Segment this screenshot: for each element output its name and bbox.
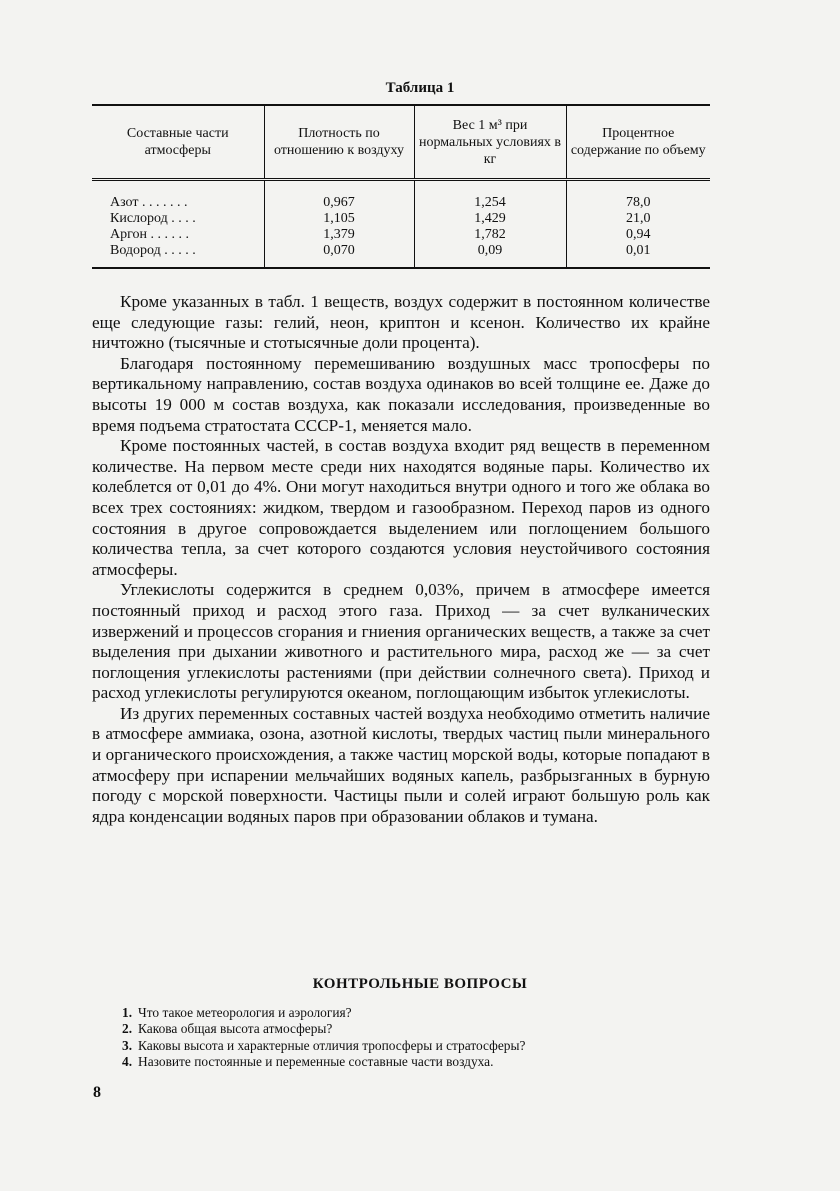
table-row: [92, 180, 710, 212]
question-number: 2.: [122, 1021, 133, 1037]
cell-percent: 0,01: [566, 243, 710, 268]
cell-name: Азот . . . . . . .: [110, 195, 188, 210]
cell-weight: 0,09: [414, 243, 566, 268]
question-text: Что такое метеорология и аэрология?: [138, 1005, 352, 1020]
cell-weight: 1,429: [414, 211, 566, 227]
question-text: Назовите постоянные и переменные составные части воздуха.: [138, 1054, 494, 1070]
question-number: 1.: [122, 1005, 133, 1020]
cell-percent: 21,0: [566, 211, 710, 227]
body-text: [92, 292, 710, 827]
question-item: [122, 1005, 722, 1021]
question-item: [122, 1038, 722, 1054]
table-title: Таблица 1: [385, 80, 455, 96]
atmosphere-composition-table: [92, 104, 710, 269]
cell-weight: 1,782: [414, 227, 566, 243]
cell-name: Кислород . . . .: [110, 211, 196, 226]
cell-density: 1,379: [264, 227, 414, 243]
questions-heading: КОНТРОЛЬНЫЕ ВОПРОСЫ: [312, 976, 528, 992]
paragraph: Кроме указанных в табл. 1 веществ, воздух содержит в постоянном количестве еще следующие газы: гелий, неон, криптон и ксенон. Количество их крайне ничтожно (тысячные и стотысячные доли процента).: [92, 292, 710, 353]
question-item: [122, 1021, 722, 1037]
cell-percent: 0,94: [566, 227, 710, 243]
cell-percent: 78,0: [566, 180, 710, 212]
questions-list: [122, 1005, 722, 1071]
question-text: Какова общая высота атмосферы?: [138, 1021, 333, 1037]
paragraph: Кроме постоянных частей, в состав воздуха входит ряд веществ в переменном количестве. На первом месте среди них находятся водяные пары. Количество их колеблется от 0,01 до 4%. Они могут находиться внутри одного и того же облака во всех трех состояниях: жидком, твердом и газообразном. Переход паров из одного состояния в другое сопровождается выделением или поглощением большого количества тепла, за счет которого создаются условия неустойчивого состояния атмосферы.: [92, 436, 710, 579]
cell-name: Аргон . . . . . .: [110, 227, 189, 242]
cell-density: 0,967: [264, 180, 414, 212]
paragraph: Из других переменных составных частей воздуха необходимо отметить наличие в атмосфере аммиака, озона, азотной кислоты, твердых частиц пыли минерального и органического происхождения, а также частиц морской воды, которые попадают в атмосферу при испарении мельчайших водяных капель, разбрызганных в бурную погоду с морской поверхности. Частицы пыли и солей играют большую роль как ядра конденсации водяных паров при образовании облаков и тумана.: [92, 703, 710, 826]
page-number: 8: [93, 1084, 101, 1101]
cell-name: Водород . . . . .: [92, 243, 264, 268]
header-weight: Вес 1 м³ при нормальных условиях в кг: [414, 105, 566, 180]
cell-weight: 1,254: [414, 180, 566, 212]
table-header-row: [92, 105, 710, 180]
table-row: [92, 243, 710, 268]
cell-density: 0,070: [264, 243, 414, 268]
header-percent: Процентное содержание по объему: [566, 105, 710, 180]
question-item: [122, 1054, 722, 1070]
table-row: [92, 227, 710, 243]
question-number: 4.: [122, 1054, 133, 1070]
question-number: 3.: [122, 1037, 133, 1053]
question-text: Каковы высота и характерные отличия тропосферы и стратосферы?: [138, 1037, 526, 1053]
table-row: [92, 211, 710, 227]
cell-density: 1,105: [264, 211, 414, 227]
header-component: Составные части атмосферы: [92, 105, 264, 180]
paragraph: Углекислоты содержится в среднем 0,03%, причем в атмосфере имеется постоянный приход и расход этого газа. Приход — за счет вулканических извержений и процессов сгорания и гниения органических веществ, а также за счет выделения при дыхании животного и растительного мира, расход же — за счет поглощения углекислоты растениями (при действии солнечного света). Приход и расход углекислоты регулируются океаном, поглощающим избыток углекислоты.: [92, 580, 710, 703]
header-density: Плотность по отношению к воздуху: [264, 105, 414, 180]
paragraph: Благодаря постоянному перемешиванию воздушных масс тропосферы по вертикальному направлению, состав воздуха одинаков во всей толщине ее. Даже до высоты 19 000 м состав воздуха, как показали исследования, произведенные во время подъема стратостата СССР-1, меняется мало.: [92, 353, 710, 435]
